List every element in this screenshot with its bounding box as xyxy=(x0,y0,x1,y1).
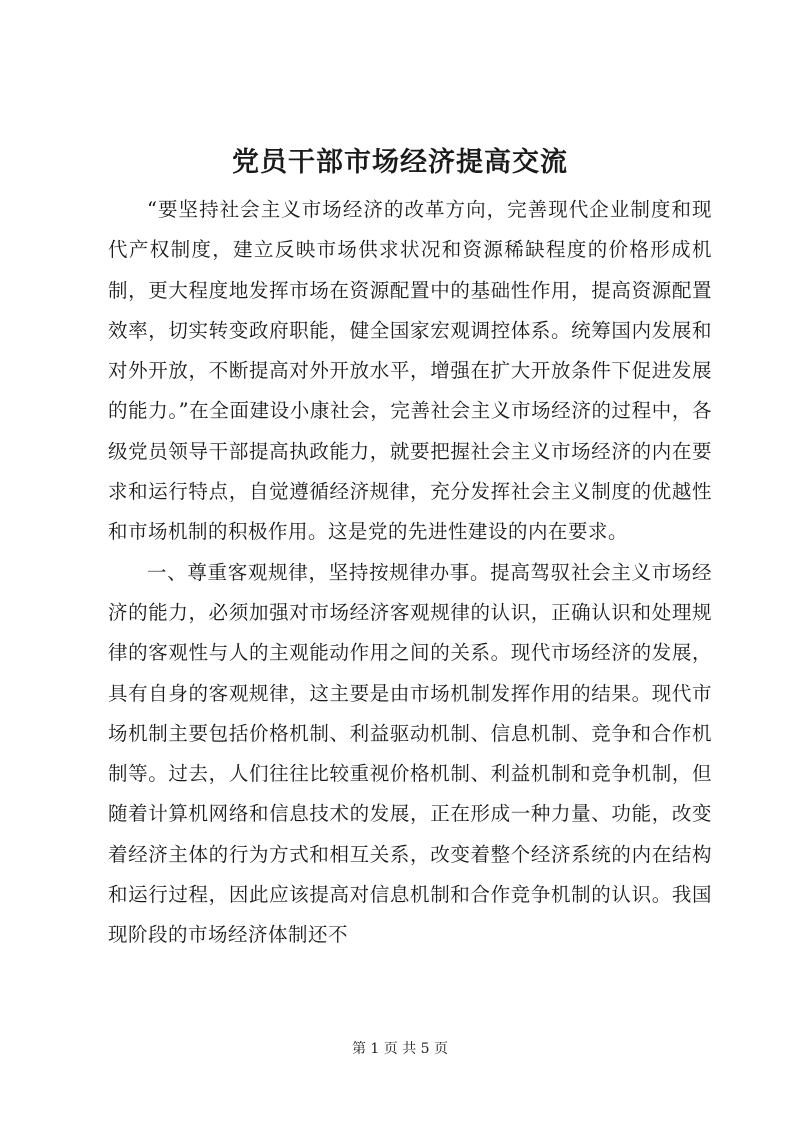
document-title: 党员干部市场经济提高交流 xyxy=(232,147,568,178)
document-body xyxy=(108,190,712,956)
paragraph-section-one: 一、尊重客观规律，坚持按规律办事。提高驾驭社会主义市场经济的能力，必须加强对市场经济客观规律的认识，正确认识和处理规律的客观性与人的主观能动作用之间的关系。现代市场经济的发展，具有自身的客观规律，这主要是由市场机制发挥作用的结果。现代市场机制主要包括价格机制、利益驱动机制、信息机制、竞争和合作机制等。过去，人们往往比较重视价格机制、利益机制和竞争机制，但随着计算机网络和信息技术的发展，正在形成一种力量、功能，改变着经济主体的行为方式和相互关系，改变着整个经济系统的内在结构和运行过程，因此应该提高对信息机制和合作竞争机制的认识。我国现阶段的市场经济体制还不 xyxy=(108,560,712,947)
paragraph-intro: “要坚持社会主义市场经济的改革方向，完善现代企业制度和现代产权制度，建立反映市场供求状况和资源稀缺程度的价格形成机制，更大程度地发挥市场在资源配置中的基础性作用，提高资源配置效率，切实转变政府职能，健全国家宏观调控体系。统筹国内发展和对外开放，不断提高对外开放水平，增强在扩大开放条件下促进发展的能力。”在全面建设小康社会，完善社会主义市场经济的过程中，各级党员领导干部提高执政能力，就要把握社会主义市场经济的内在要求和运行特点，自觉遵循经济规律，充分发挥社会主义制度的优越性和市场机制的积极作用。这是党的先进性建设的内在要求。 xyxy=(108,198,712,544)
page-footer xyxy=(0,1038,800,1058)
page-number-label: 第 1 页 共 5 页 xyxy=(351,1041,449,1057)
